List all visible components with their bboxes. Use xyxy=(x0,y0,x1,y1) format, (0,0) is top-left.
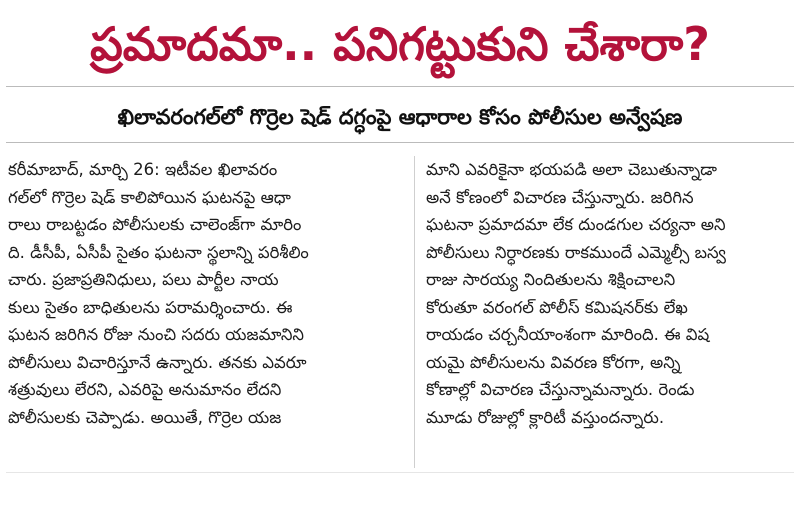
article-line: శత్రువులు లేరని, ఎవరిపై అనుమానం లేదని xyxy=(8,380,282,399)
article-line: రాజు సారయ్య నిందితులను శిక్షించాలని xyxy=(426,270,676,289)
article-line: మూడు రోజుల్లో క్లారిటీ వస్తుందన్నారు. xyxy=(426,407,665,427)
article-line: పోలీసులకు చెప్పాడు. అయితే, గొర్రెల యజ xyxy=(8,407,282,427)
article-line: కోణాల్లో విచారణ చేస్తున్నామన్నారు. రెండు xyxy=(426,380,695,399)
article-left-column xyxy=(8,156,408,431)
article-line: ఘటన జరిగిన రోజు నుంచి సదరు యజమానిని xyxy=(8,325,304,344)
bottom-divider xyxy=(6,472,794,473)
article-line: రాలు రాబట్టడం పోలీసులకు చాలెంజ్‌గా మారిం xyxy=(8,215,302,234)
column-divider xyxy=(414,156,415,468)
article-line: కరీమాబాద్, మార్చి 26: ఇటీవల ఖిలావరం xyxy=(8,160,278,179)
headline: ప్రమాదమా.. పనిగట్టుకుని చేశారా? xyxy=(90,17,710,71)
article-line: రాయడం చర్చనీయాంశంగా మారింది. ఈ విష xyxy=(426,325,710,344)
article-line: గల్‌లో గొర్రెల షెడ్ కాలిపోయిన ఘటనపై ఆధా xyxy=(8,187,291,207)
article-line: అనే కోణంలో విచారణ చేస్తున్నారు. జరిగిన xyxy=(426,187,694,207)
subheadline: ఖిలావరంగల్‌లో గొర్రెల షెడ్ దగ్ధంపై ఆధారాల కోసం పోలీసుల అన్వేషణ xyxy=(117,105,683,129)
article-line: పోలీసులు నిర్ధారణకు రాకముందే ఎమ్మెల్సీ బస్వ xyxy=(426,242,726,262)
article-line: కులు సైతం బాధితులను పరామర్శించారు. ఈ xyxy=(8,297,293,317)
subheadline-divider xyxy=(6,142,794,143)
article-line: యమై పోలీసులను వివరణ కోరగా, అన్ని xyxy=(426,352,681,372)
article-line: ఘటనా ప్రమాదమా లేక దుండగుల చర్యనా అని xyxy=(426,215,726,234)
article-right-column xyxy=(426,156,796,431)
article-line: ది. డీసీపీ, ఏసీపీ సైతం ఘటనా స్థలాన్ని పరిశీలిం xyxy=(8,242,309,262)
top-divider xyxy=(6,86,794,87)
article-line: మాని ఎవరికైనా భయపడి అలా చెబుతున్నాడా xyxy=(426,160,718,179)
article-line: కోరుతూ వరంగల్ పోలీస్ కమిషనర్‌కు లేఖ xyxy=(426,297,688,317)
article-line: చారు. ప్రజాప్రతినిధులు, పలు పార్టీల నాయ xyxy=(8,270,279,289)
article-line: పోలీసులు విచారిస్తూనే ఉన్నారు. తనకు ఎవరూ xyxy=(8,352,307,372)
